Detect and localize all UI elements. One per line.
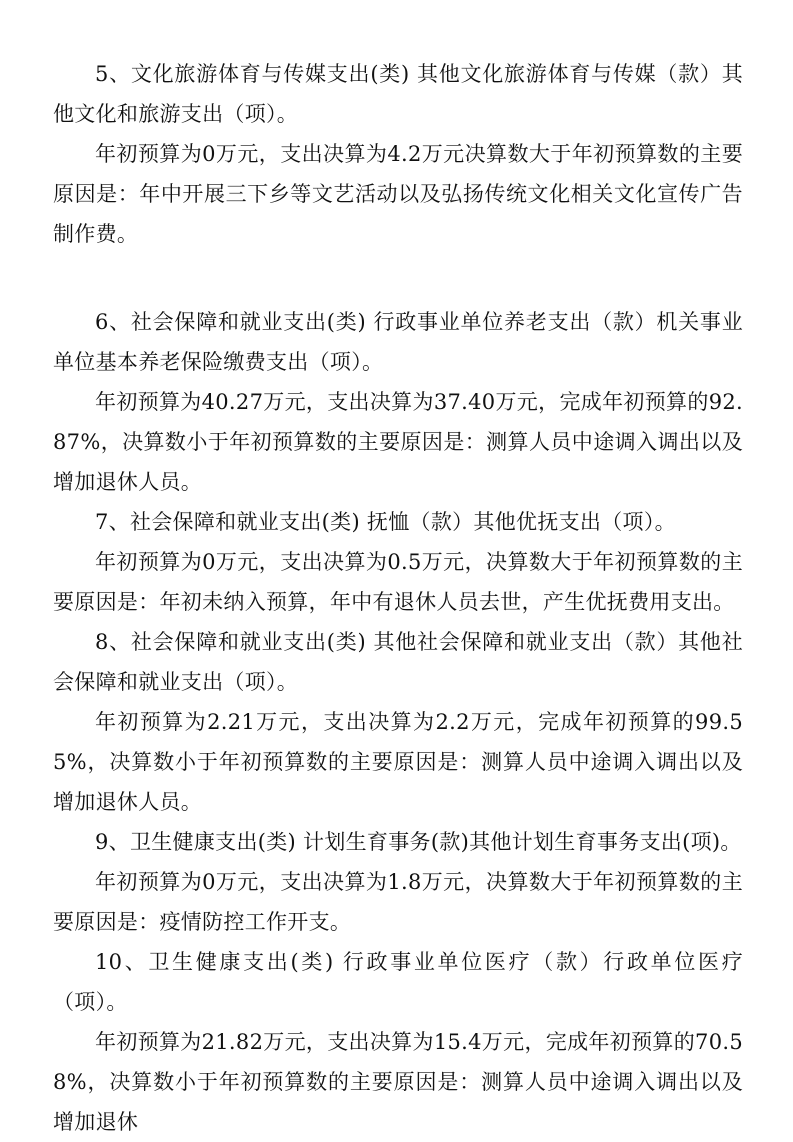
section-8-heading: 8、社会保障和就业支出(类) 其他社会保障和就业支出（款）其他社会保障和就业支出（项）。 — [53, 630, 743, 694]
section-5-heading: 5、文化旅游体育与传媒支出(类) 其他文化旅游体育与传媒（款）其他文化和旅游支出（项）。 — [53, 62, 743, 126]
section-6-heading: 6、社会保障和就业支出(类) 行政事业单位养老支出（款）机关事业单位基本养老保险缴费支出（项）。 — [53, 310, 743, 374]
section-5-body: 年初预算为0万元，支出决算为4.2万元决算数大于年初预算数的主要原因是：年中开展三下乡等文艺活动以及弘扬传统文化相关文化宣传广告制作费。 — [53, 142, 743, 246]
section-gap — [53, 254, 743, 302]
section-9-heading: 9、卫生健康支出(类) 计划生育事务(款)其他计划生育事务支出(项)。 — [95, 830, 742, 854]
section-10-heading: 10、卫生健康支出(类) 行政事业单位医疗（款）行政单位医疗（项）。 — [53, 950, 743, 1014]
section-7-body: 年初预算为0万元，支出决算为0.5万元，决算数大于年初预算数的主要原因是：年初未纳入预算，年中有退休人员去世，产生优抚费用支出。 — [53, 550, 743, 614]
section-6-body: 年初预算为40.27万元，支出决算为37.40万元，完成年初预算的92.87%，决算数小于年初预算数的主要原因是：测算人员中途调入调出以及增加退休人员。 — [53, 390, 743, 494]
section-8-body: 年初预算为2.21万元，支出决算为2.2万元，完成年初预算的99.55%，决算数小于年初预算数的主要原因是：测算人员中途调入调出以及增加退休人员。 — [53, 710, 743, 814]
section-10-body: 年初预算为21.82万元，支出决算为15.4万元，完成年初预算的70.58%，决算数小于年初预算数的主要原因是：测算人员中途调入调出以及增加退休 — [53, 1030, 743, 1134]
section-7-heading: 7、社会保障和就业支出(类) 抚恤（款）其他优抚支出（项）。 — [95, 510, 676, 534]
document-page — [53, 54, 743, 1142]
section-9-body: 年初预算为0万元，支出决算为1.8万元，决算数大于年初预算数的主要原因是：疫情防控工作开支。 — [53, 870, 743, 934]
